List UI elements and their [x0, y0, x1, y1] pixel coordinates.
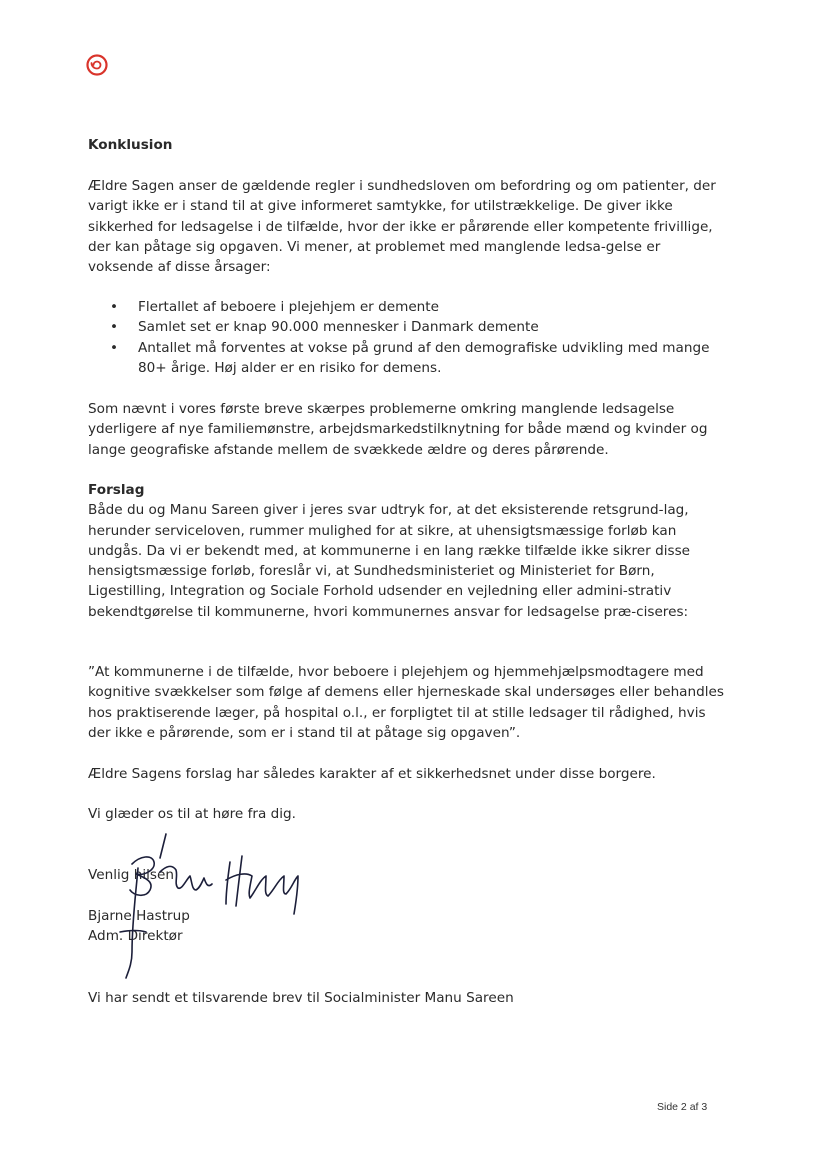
bullet-item: • Antallet må forventes at vokse på grund af den demografiske udvikling med mange 80+ årige. Høj alder er en risiko for demens. — [88, 338, 728, 379]
heading-konklusion: Konklusion — [88, 137, 173, 153]
bullet-item: • Flertallet af beboere i plejehjem er demente — [88, 297, 728, 317]
handwritten-signature-icon — [80, 832, 320, 982]
aeldre-sagen-logo-icon — [86, 54, 108, 76]
paragraph-closing-wish: Vi glæder os til at høre fra dig. — [88, 806, 296, 822]
closing-greeting: Venlig hilsen — [88, 867, 174, 883]
page-number: Side 2 af 3 — [657, 1101, 708, 1113]
quote-proposal: ”At kommunerne i de tilfælde, hvor beboere i plejehjem og hjemmehjælpsmodtagere med kognitive svækkelser som følge af demens eller hjerneskade skal undersøges eller behandles hos praktiserende læger, på hospital o.l., er forpligtet til at stille ledsager til rådighed, hvis der ikke e pårørende, som er i stand til at påtage sig opgaven”. — [88, 664, 724, 741]
copy-note: Vi har sendt et tilsvarende brev til Socialminister Manu Sareen — [88, 990, 514, 1006]
bullet-item: • Samlet set er knap 90.000 mennesker i Danmark demente — [88, 317, 728, 337]
paragraph-konklusion: Ældre Sagen anser de gældende regler i sundhedsloven om befordring og om patienter, der varigt ikke er i stand til at give informeret samtykke, for utilstrækkelige. De giver ikke sikkerhed for ledsagelse i de tilfælde, hvor der ikke er pårørende eller kompetente frivillige, der kan påtage sig opgaven. Vi mener, at problemet med manglende ledsa-gelse er voksende af disse årsager: — [88, 178, 716, 276]
paragraph-forslag: Både du og Manu Sareen giver i jeres svar udtryk for, at det eksisterende retsgrund-lag, herunder serviceloven, rummer mulighed for at sikre, at uhensigtsmæssige forløb kan undgås. Da vi er bekendt med, at kommunerne i en lang række tilfælde ikke sikrer disse hensigtsmæssige forløb, foreslår vi, at Sundhedsministeriet og Ministeriet for Børn, Ligestilling, Integration og Sociale Forhold udsender en vejledning eller admini-strativ bekendtgørelse til kommunerne, hvori kommunernes ansvar for ledsagelse præ-ciseres: — [88, 502, 691, 620]
bullet-list — [88, 297, 728, 378]
signer-title: Adm. Direktør — [88, 928, 183, 945]
paragraph-sikkerhedsnet: Ældre Sagens forslag har således karakter af et sikkerhedsnet under disse borgere. — [88, 766, 656, 782]
paragraph-familiemonstre: Som nævnt i vores første breve skærpes problemerne omkring manglende ledsagelse yderligere af nye familiemønstre, arbejdsmarkedstilknytning for både mænd og kvinder og lange geografiske afstande mellem de svækkede ældre og deres pårørende. — [88, 401, 708, 458]
signer-name: Bjarne Hastrup — [88, 908, 190, 924]
heading-forslag: Forslag — [88, 482, 145, 498]
